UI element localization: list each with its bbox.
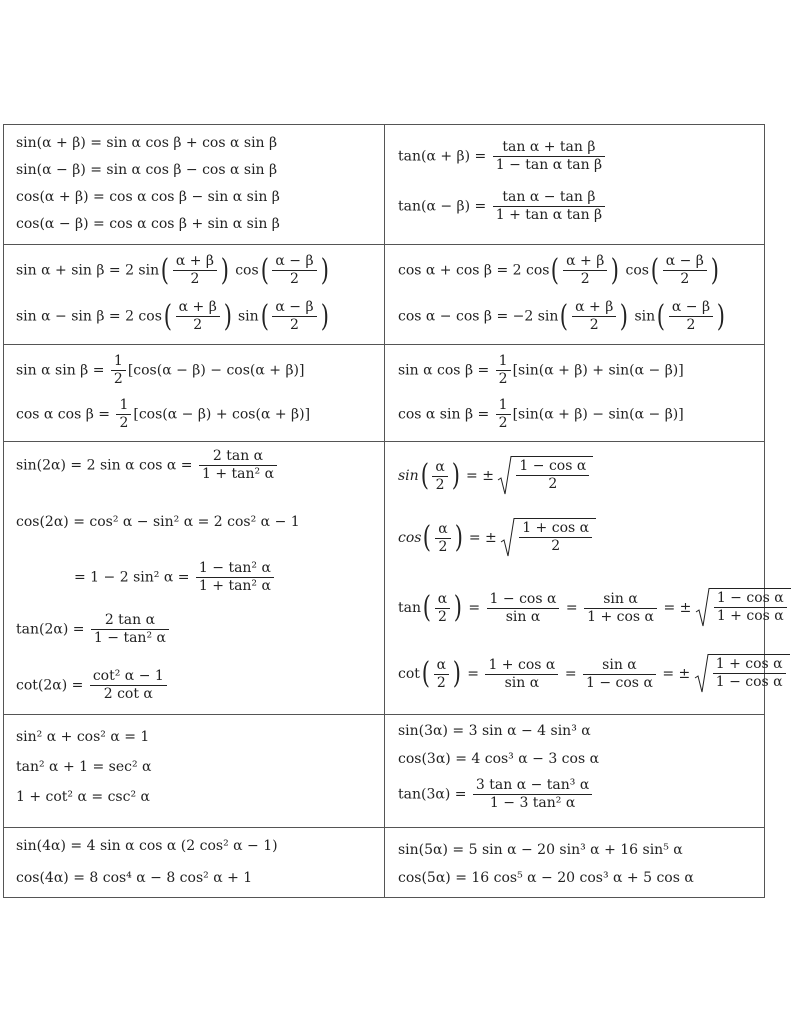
formula-sin-plus-sin: sin α + sin β = 2 sin( $\frac{\alpha + \beta}{2}$ ) cos( $\frac{\alpha - \beta}{2}$ ) [16,252,329,288]
formula-table [3,124,784,898]
formula-cos-4a: cos(4α) = 8 cos⁴ α − 8 cos² α + 1 [16,870,253,886]
square-root: $\frac{\text{1 − cos α}}{\text{1 + cos α}}$ [696,588,791,628]
formula-sin-2a: sin(2α) = 2 sin α cos α = $\frac{\text{2 tan α}}{\text{1 + tan² α}}$ [16,448,279,483]
formula-cos-sin: cos α sin β = $\frac{1}{2}$ [sin(α + β) − sin(α − β)] [398,397,684,431]
formula-cos-2a-alt: = 1 − 2 sin² α = $\frac{\text{1 − tan² α}}{\text{1 + tan² α}}$ [74,560,276,595]
formula-sin-diff: sin(α − β) = sin α cos β − cos α sin β [16,162,278,178]
formula-cos-sum: cos(α + β) = cos α cos β − sin α sin β [16,189,280,205]
formula-sin-sin: sin α sin β = $\frac{1}{2}$ [cos(α − β) − cos(α + β)] [16,353,305,387]
formula-cos-3a: cos(3α) = 4 cos³ α − 3 cos α [398,751,600,767]
quadruple-angle-cell [4,828,384,897]
fraction: $\frac{\text{tan α + tan β}}{\text{1 − tan α tan β}}$ [493,139,605,174]
formula-cos-5a: cos(5α) = 16 cos⁵ α − 20 cos³ α + 5 cos α [398,870,694,886]
fraction: $\frac{\text{tan α − tan β}}{\text{1 + tan α tan β}}$ [493,189,605,224]
pythagorean-cell [4,715,384,827]
formula-sin-sum: sin(α + β) = sin α cos β + cos α sin β [16,135,278,151]
product-to-sum-right-cell [385,345,764,441]
formula-sin-minus-sin: sin α − sin β = 2 cos( $\frac{\alpha + \beta}{2}$ ) sin( $\frac{\alpha - \beta}{2}$ ) [16,298,329,334]
square-root: $\frac{\text{1 + cos α}}{\text{1 − cos α}}$ [695,654,790,694]
square-root: $\frac{\text{1 − cos α}}{2}$ [498,456,593,496]
formula-sin-cos: sin α cos β = $\frac{1}{2}$ [sin(α + β) + sin(α − β)] [398,353,684,387]
formula-tan-diff: tan(α − β) = $\frac{\text{tan α − tan β}}{\text{1 + tan α tan β}}$ [398,189,607,224]
formula-sin-3a: sin(3α) = 3 sin α − 4 sin³ α [398,723,591,739]
formula-cot-half: cot( $\frac{\alpha}{2}$ ) = $\frac{\text{1 + cos α}}{\text{sin α}}$ = $\frac{\text{sin α}}{\text{1 − cos α}}$ = ± $\frac{\text{1 + cos α}}{\text{1 − cos α}}$ [398,654,790,694]
formula-pythagorean-3: 1 + cot² α = csc² α [16,789,150,805]
formula-cos-minus-cos: cos α − cos β = −2 sin( $\frac{\alpha + \beta}{2}$ ) sin( $\frac{\alpha - \beta}{2}$ ) [398,298,726,334]
formula-sin-half: sin( $\frac{\alpha}{2}$ ) = ± $\frac{\text{1 − cos α}}{2}$ [398,456,593,496]
formula-pythagorean-1: sin² α + cos² α = 1 [16,729,150,745]
sum-difference-identities-cell [4,125,384,244]
formula-tan-3a: tan(3α) = $\frac{\text{3 tan α − tan³ α}}{\text{1 − 3 tan² α}}$ [398,777,594,812]
sum-to-product-sin-cell [4,245,384,344]
formula-pythagorean-2: tan² α + 1 = sec² α [16,759,152,775]
formula-cos-cos: cos α cos β = $\frac{1}{2}$ [cos(α − β) + cos(α + β)] [16,397,311,431]
tan-sum-difference-cell [385,125,764,244]
formula-cos-half: cos( $\frac{\alpha}{2}$ ) = ± $\frac{\text{1 + cos α}}{2}$ [398,518,596,558]
half-angle-cell [385,442,784,714]
formula-tan-sum: tan(α + β) = $\frac{\text{tan α + tan β}}{\text{1 − tan α tan β}}$ [398,139,607,174]
formula-sin-4a: sin(4α) = 4 sin α cos α (2 cos² α − 1) [16,838,278,854]
double-angle-cell [4,442,384,714]
formula-sin-5a: sin(5α) = 5 sin α − 20 sin³ α + 16 sin⁵ α [398,842,683,858]
formula-cos-2a: cos(2α) = cos² α − sin² α = 2 cos² α − 1 [16,514,300,530]
sum-to-product-cos-cell [385,245,764,344]
formula-tan-half: tan( $\frac{\alpha}{2}$ ) = $\frac{\text{1 − cos α}}{\text{sin α}}$ = $\frac{\text{sin α}}{\text{1 + cos α}}$ = ± $\frac{\text{1 − cos α}}{\text{1 + cos α}}$ [398,588,791,628]
square-root: $\frac{\text{1 + cos α}}{2}$ [501,518,596,558]
formula-tan-2a: tan(2α) = $\frac{\text{2 tan α}}{\text{1 − tan² α}}$ [16,612,171,647]
quintuple-angle-cell [385,828,764,897]
formula-cos-diff: cos(α − β) = cos α cos β + sin α sin β [16,216,280,232]
triple-angle-cell [385,715,764,827]
formula-cos-plus-cos: cos α + cos β = 2 cos( $\frac{\alpha + \beta}{2}$ ) cos( $\frac{\alpha - \beta}{2}$ ) [398,252,719,288]
formula-cot-2a: cot(2α) = $\frac{\text{cot² α − 1}}{\text{2 cot α}}$ [16,668,169,703]
product-to-sum-left-cell [4,345,384,441]
